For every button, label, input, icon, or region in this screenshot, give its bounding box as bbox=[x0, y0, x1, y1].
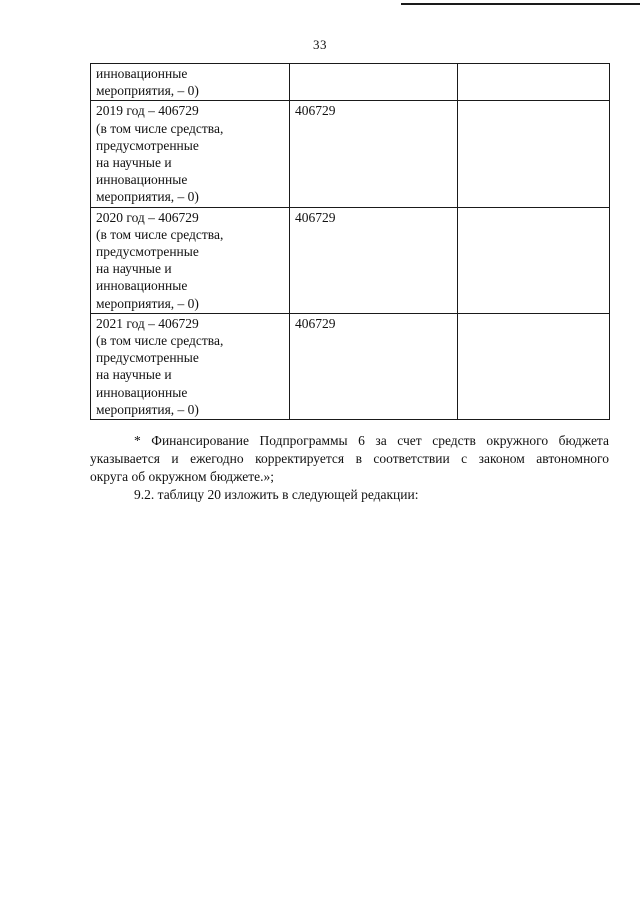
footnote-block bbox=[90, 432, 609, 504]
cell-line: инновационные bbox=[96, 278, 188, 294]
table-cell-empty bbox=[458, 313, 610, 419]
cell-line: мероприятия, – 0) bbox=[96, 83, 199, 99]
cell-line: на научные и bbox=[96, 261, 172, 277]
cell-line: (в том числе средства, bbox=[96, 226, 224, 242]
cell-line: (в том числе средства, bbox=[96, 120, 224, 136]
footnote-line: округа об окружном бюджете.»; bbox=[90, 469, 274, 484]
cell-line: 2021 год – 406729 bbox=[96, 315, 199, 331]
footnote-line: * Финансирование Подпрограммы 6 за счет средств окружного бюджета bbox=[134, 433, 609, 448]
table-cell-empty bbox=[458, 64, 610, 101]
table-cell-period bbox=[91, 313, 290, 419]
cell-line: мероприятия, – 0) bbox=[96, 189, 199, 205]
page-number: 33 bbox=[313, 37, 327, 52]
cell-line: инновационные bbox=[96, 384, 188, 400]
cell-line: инновационные bbox=[96, 172, 188, 188]
table-cell-amount bbox=[290, 64, 458, 101]
table-cell-amount: 406729 bbox=[290, 207, 458, 313]
cell-line: предусмотренные bbox=[96, 350, 199, 366]
cell-line: на научные и bbox=[96, 155, 172, 171]
cell-line: мероприятия, – 0) bbox=[96, 295, 199, 311]
table-row bbox=[91, 64, 610, 101]
next-item-paragraph: 9.2. таблицу 20 изложить в следующей редакции: bbox=[134, 487, 419, 502]
table-cell-empty bbox=[458, 101, 610, 207]
table-cell-period bbox=[91, 64, 290, 101]
table-cell-amount: 406729 bbox=[290, 313, 458, 419]
cell-line: (в том числе средства, bbox=[96, 333, 224, 349]
cell-line: предусмотренные bbox=[96, 137, 199, 153]
table-row bbox=[91, 101, 610, 207]
cell-line: 2020 год – 406729 bbox=[96, 209, 199, 225]
top-rule bbox=[401, 3, 640, 5]
table-cell-period bbox=[91, 101, 290, 207]
cell-line: 2019 год – 406729 bbox=[96, 103, 199, 119]
financing-table bbox=[90, 63, 610, 420]
table-cell-empty bbox=[458, 207, 610, 313]
table-row bbox=[91, 313, 610, 419]
table-cell-amount: 406729 bbox=[290, 101, 458, 207]
table-row bbox=[91, 207, 610, 313]
cell-line: мероприятия, – 0) bbox=[96, 401, 199, 417]
footnote-line: указывается и ежегодно корректируется в соответствии с законом автономного bbox=[90, 451, 609, 466]
cell-line: предусмотренные bbox=[96, 244, 199, 260]
cell-line: на научные и bbox=[96, 367, 172, 383]
table-cell-period bbox=[91, 207, 290, 313]
cell-line: инновационные bbox=[96, 66, 188, 81]
